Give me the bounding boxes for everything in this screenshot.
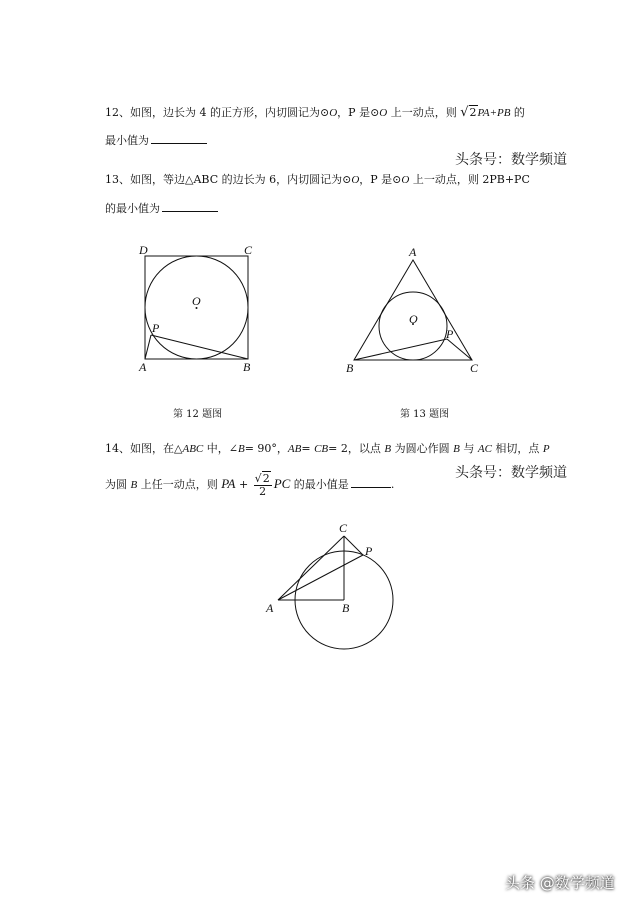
q13-line2 — [105, 201, 218, 216]
figure-14 — [260, 518, 410, 658]
fig12-label-a: A — [139, 360, 147, 374]
fig13-label-c: C — [470, 361, 479, 375]
fig13-incircle — [379, 292, 447, 360]
watermark-2: 头条号：数学频道 — [455, 465, 567, 481]
q12-mid: ，P 是⊙ — [337, 106, 380, 119]
q14-abc: ABC — [182, 443, 204, 455]
q14-plus: + — [235, 478, 252, 491]
q12-expr: PA+PB — [477, 107, 511, 119]
q14-period: . — [390, 478, 395, 491]
fig13-label-o: O — [409, 312, 418, 326]
q12-line1 — [105, 106, 525, 120]
q14-angle: = 90°， — [244, 442, 288, 455]
fig13-caption: 第 13 题图 — [400, 409, 450, 420]
q12-sqrt-symbol: √ — [460, 105, 469, 120]
footer-watermark: 头条 @数学频道 — [505, 874, 615, 892]
q14-fraction-radicand: 2 — [262, 471, 270, 485]
q14-mid2: 为圆心作圆 — [391, 442, 454, 455]
fig14-segment-ap — [278, 555, 363, 600]
q14-p: P — [542, 443, 550, 455]
fig14-label-b: B — [342, 601, 350, 615]
fig13-label-b: B — [346, 361, 354, 375]
fig13-segment-bp — [354, 339, 447, 360]
q14-b4: B — [130, 479, 138, 491]
fig12-label-b: B — [243, 360, 251, 374]
fig12-segment-pb — [151, 335, 248, 359]
fig12-label-d: D — [139, 243, 148, 257]
q14-line2-mid: 上任一动点，则 — [137, 478, 222, 491]
watermark-1: 头条号：数学频道 — [455, 152, 567, 168]
q12-line2-text: 最小值为 — [105, 134, 149, 147]
q14-prefix: 14、如图，在△ — [105, 442, 183, 455]
fig13-label-a: A — [409, 245, 417, 259]
q12-sqrt-num: 2 — [469, 106, 477, 119]
q14-mid1: 中，∠ — [203, 442, 238, 455]
fig12-label-p: P — [152, 321, 160, 335]
q14-fraction — [254, 473, 272, 498]
q12-mid2: 上一动点，则 — [387, 106, 461, 119]
fig12-caption: 第 12 题图 — [173, 409, 223, 420]
fig14-label-a: A — [266, 601, 274, 615]
q14-ac: AC — [477, 443, 492, 455]
q14-line2 — [105, 470, 394, 499]
q13-answer-blank[interactable] — [162, 201, 218, 212]
q12-o2: O — [379, 107, 388, 119]
fig13-segment-pc — [447, 339, 472, 360]
q13-line1 — [105, 173, 530, 187]
fig12-segment-pa — [145, 335, 151, 359]
q14-eq1: = — [301, 442, 315, 455]
q12-o1: O — [329, 107, 338, 119]
q14-eq2: = 2，以点 — [328, 442, 385, 455]
q13-line2-text: 的最小值为 — [105, 202, 160, 215]
q14-answer-blank[interactable] — [351, 477, 391, 488]
q14-mid4: 相切，点 — [491, 442, 543, 455]
q14-cb: CB — [314, 443, 329, 455]
q13-o1: O — [351, 174, 360, 186]
q14-line2-prefix: 为圆 — [105, 478, 131, 491]
q14-line1 — [105, 442, 550, 456]
q14-pc: PC — [273, 476, 291, 491]
q13-tail: 上一动点，则 2PB+PC — [409, 173, 530, 186]
q13-prefix: 13、如图，等边△ABC 的边长为 6，内切圆记为⊙ — [105, 173, 352, 186]
q13-mid: ，P 是⊙ — [359, 173, 402, 186]
q12-line2 — [105, 133, 207, 148]
fig14-label-c: C — [339, 521, 348, 535]
q14-fraction-num — [254, 473, 272, 486]
figure-12 — [130, 238, 270, 378]
fig12-label-c: C — [244, 243, 253, 257]
q14-mid3: 与 — [459, 442, 478, 455]
q14-b1: B — [237, 443, 245, 455]
figure-13 — [340, 240, 490, 380]
q14-ab: AB — [287, 443, 302, 455]
q12-prefix: 12、如图，边长为 4 的正方形，内切圆记为⊙ — [105, 106, 330, 119]
q14-pa: PA — [221, 476, 236, 491]
fig14-segment-ac — [278, 536, 344, 600]
q13-o2: O — [401, 174, 410, 186]
q14-fraction-den: 2 — [259, 484, 267, 498]
fig14-label-p: P — [365, 544, 373, 558]
q12-tail: 的 — [510, 106, 525, 119]
q14-line2-tail: 的最小值是 — [290, 478, 349, 491]
q14-b2: B — [384, 443, 392, 455]
fig13-label-p: P — [446, 327, 454, 341]
fig12-label-o: O — [192, 294, 201, 308]
q12-answer-blank[interactable] — [151, 133, 207, 144]
q14-b3: B — [453, 443, 460, 455]
q14-fraction-sqrt: √ — [254, 471, 262, 485]
